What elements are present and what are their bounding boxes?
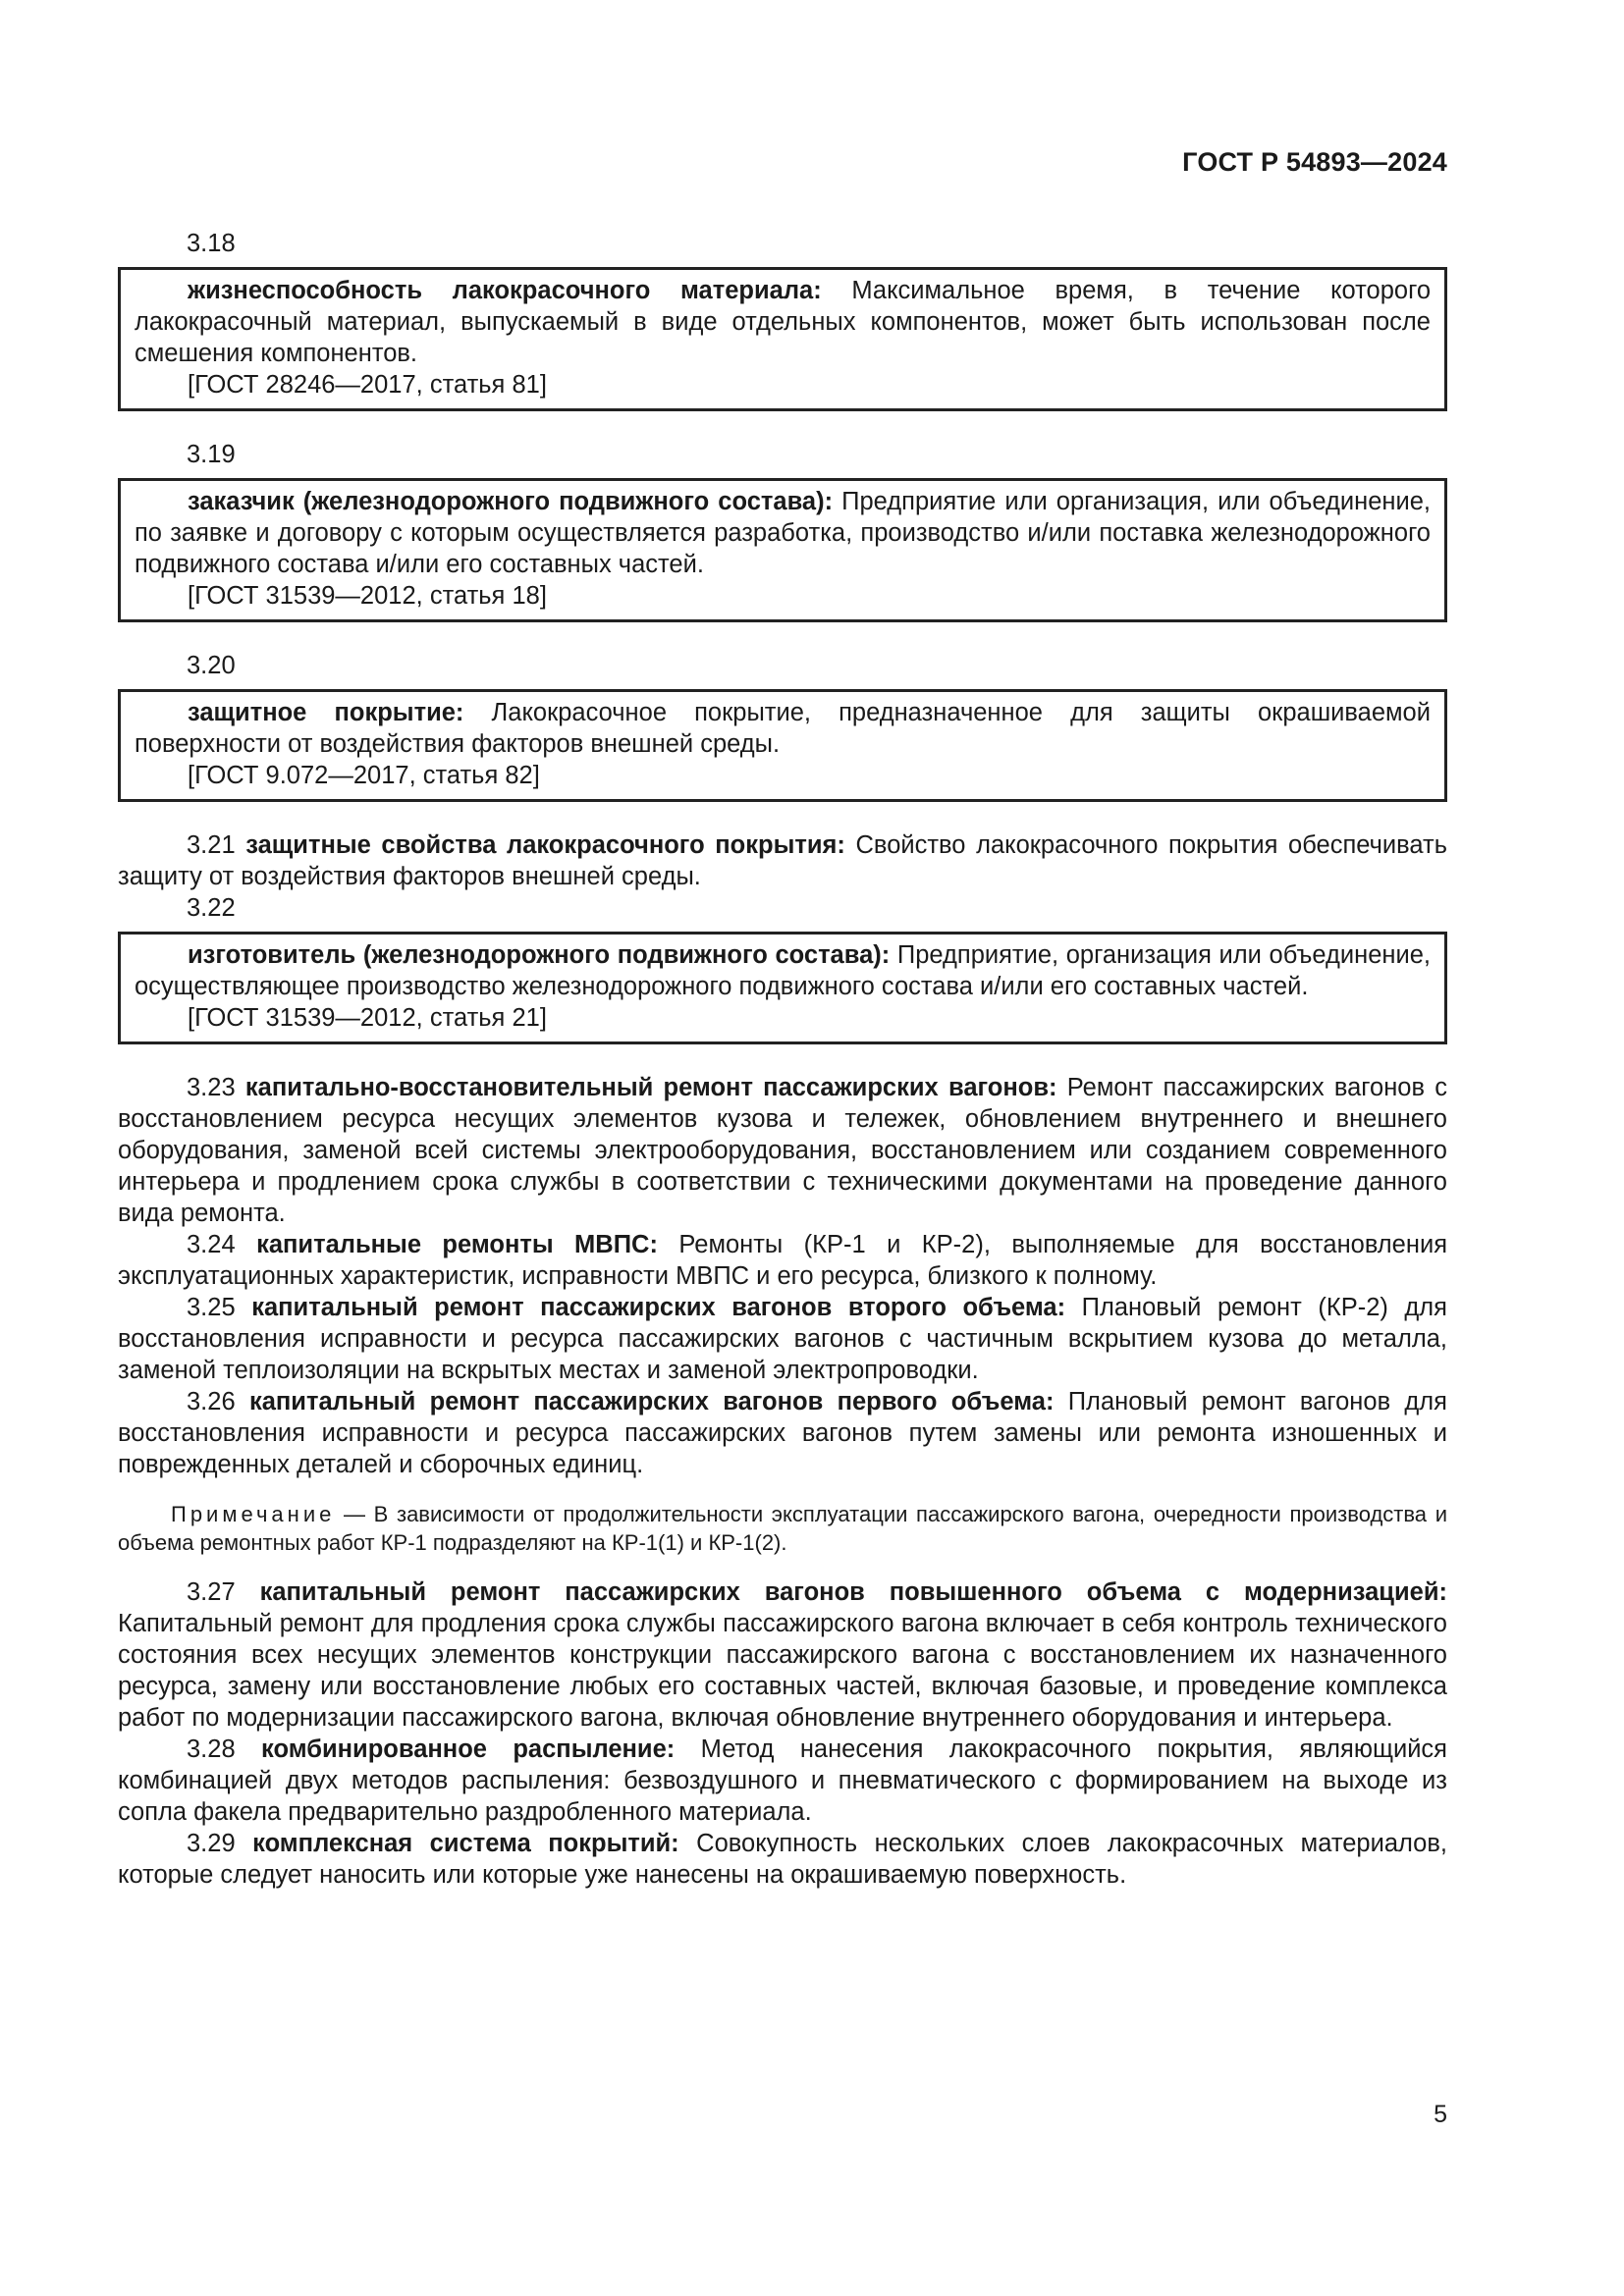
document-id-header: ГОСТ Р 54893—2024	[1182, 147, 1447, 177]
note-label: Примечание	[171, 1502, 336, 1526]
term-source-3-22: [ГОСТ 31539—2012, статья 21]	[188, 1004, 547, 1032]
term-text: Максимальное время, в течение которого лакокрасочный материал, выпускаемый в виде отдельных компонентов, может быть использован после смешения компонентов.	[135, 277, 1432, 367]
term-paragraph-3-24	[118, 1229, 1447, 1292]
term-number-3-18: 3.18	[187, 230, 236, 257]
term-text: Ремонты (КР-1 и КР-2), выполняемые для восстановления эксплуатационных характеристик, исправности МВПС и его ресурса, близкого к полному.	[118, 1231, 1448, 1290]
term-paragraph-3-21	[118, 829, 1447, 892]
term-text: Ремонт пассажирских вагонов с восстановлением ресурса несущих элементов кузова и тележек, обновлением внутреннего и внешнего оборудования, заменой всей системы электрооборудования, восстановлением или созданием современного интерьера и продлением срока службы в соответствии с техническими документами на проведение данного вида ремонта.	[118, 1074, 1447, 1227]
term-paragraph-3-28	[118, 1734, 1447, 1828]
term-name: заказчик (железнодорожного подвижного состава):	[188, 488, 834, 515]
term-number-3-19: 3.19	[187, 441, 236, 468]
term-text: Совокупность нескольких слоев лакокрасочных материалов, которые следует наносить или которые уже нанесены на окрашиваемую поверхность.	[118, 1830, 1447, 1889]
term-number: 3.29	[187, 1830, 236, 1857]
term-text: Плановый ремонт (КР-2) для восстановления исправности и ресурса пассажирских вагонов с частичным вскрытием кузова до металла, заменой теплоизоляции на вскрытых местах и заменой электропроводки.	[118, 1294, 1447, 1384]
page-number: 5	[1434, 2101, 1447, 2128]
term-number-3-20: 3.20	[187, 652, 236, 679]
term-number: 3.25	[187, 1294, 236, 1321]
term-paragraphs-3-27-to-3-29	[118, 1576, 1447, 1891]
term-paragraphs-3-23-to-3-26	[118, 1072, 1447, 1480]
term-text: Предприятие, организация или объединение, осуществляющее производство железнодорожного подвижного состава и/или его составных частей.	[135, 941, 1431, 1000]
term-box-3-20	[118, 689, 1447, 802]
term-paragraph-3-25	[118, 1292, 1447, 1386]
term-source-3-20: [ГОСТ 9.072—2017, статья 82]	[188, 762, 540, 789]
term-paragraph-3-26	[118, 1386, 1447, 1480]
note-paragraph	[118, 1500, 1447, 1557]
term-number: 3.23	[187, 1074, 236, 1101]
term-paragraph-3-27	[118, 1576, 1447, 1734]
term-text: Плановый ремонт вагонов для восстановления исправности и ресурса пассажирских вагонов путем замены или ремонта изношенных и поврежденных деталей и сборочных единиц.	[118, 1388, 1447, 1478]
term-name: капитальные ремонты МВПС:	[256, 1231, 658, 1258]
page-content	[118, 228, 1447, 1891]
term-number-3-22: 3.22	[187, 894, 236, 922]
term-name: защитное покрытие:	[188, 699, 464, 726]
term-number: 3.27	[187, 1578, 236, 1606]
term-paragraph-3-23	[118, 1072, 1447, 1229]
term-definition-3-20	[135, 697, 1431, 760]
term-name: комбинированное распыление:	[261, 1735, 676, 1763]
term-text: Метод нанесения лакокрасочного покрытия, являющийся комбинацией двух методов распыления: безвоздушного и пневматического с формированием на выходе из сопла факела предварительно раздробленного материала.	[118, 1735, 1447, 1826]
term-paragraph-3-29	[118, 1828, 1447, 1891]
term-box-3-18	[118, 267, 1447, 411]
term-name: капитальный ремонт пассажирских вагонов повышенного объема с модернизацией:	[259, 1578, 1447, 1606]
term-number: 3.21	[187, 831, 236, 859]
term-name: изготовитель (железнодорожного подвижного состава):	[188, 941, 891, 969]
term-definition-3-19	[135, 486, 1431, 580]
term-source-3-19: [ГОСТ 31539—2012, статья 18]	[188, 582, 547, 610]
term-text: Лакокрасочное покрытие, предназначенное для защиты окрашиваемой поверхности от воздействия факторов внешней среды.	[135, 699, 1431, 758]
term-name: жизнеспособность лакокрасочного материала:	[188, 277, 822, 304]
term-text: Предприятие или организация, или объединение, по заявке и договору с которым осуществляется разработка, производство и/или поставка железнодорожного подвижного состава и/или его составных частей.	[135, 488, 1431, 578]
term-name: капитально-восстановительный ремонт пассажирских вагонов:	[244, 1074, 1057, 1101]
term-number: 3.26	[187, 1388, 236, 1415]
term-text: Капитальный ремонт для продления срока службы пассажирского вагона включает в себя контроль технического состояния всех несущих элементов конструкции пассажирского вагона с восстановлением их назначенного ресурса, замену или восстановление любых его составных частей, включая базовые, и проведение комплекса работ по модернизации пассажирского вагона, включая обновление внутреннего оборудования и интерьера.	[118, 1610, 1447, 1732]
term-definition-3-22	[135, 939, 1431, 1002]
term-name: капитальный ремонт пассажирских вагонов второго объема:	[251, 1294, 1066, 1321]
term-box-3-22	[118, 932, 1447, 1044]
term-number: 3.24	[187, 1231, 236, 1258]
term-definition-3-18	[135, 275, 1431, 369]
note-text: — В зависимости от продолжительности эксплуатации пассажирского вагона, очередности производства и объема ремонтных работ КР-1 подразделяют на КР-1(1) и КР-1(2).	[118, 1502, 1447, 1555]
term-name: защитные свойства лакокрасочного покрытия:	[245, 831, 845, 859]
term-text: Свойство лакокрасочного покрытия обеспечивать защиту от воздействия факторов внешней среды.	[118, 831, 1447, 890]
term-number: 3.28	[187, 1735, 236, 1763]
term-source-3-18: [ГОСТ 28246—2017, статья 81]	[188, 371, 547, 399]
term-name: комплексная система покрытий:	[252, 1830, 679, 1857]
term-name: капитальный ремонт пассажирских вагонов первого объема:	[248, 1388, 1055, 1415]
term-box-3-19	[118, 478, 1447, 622]
